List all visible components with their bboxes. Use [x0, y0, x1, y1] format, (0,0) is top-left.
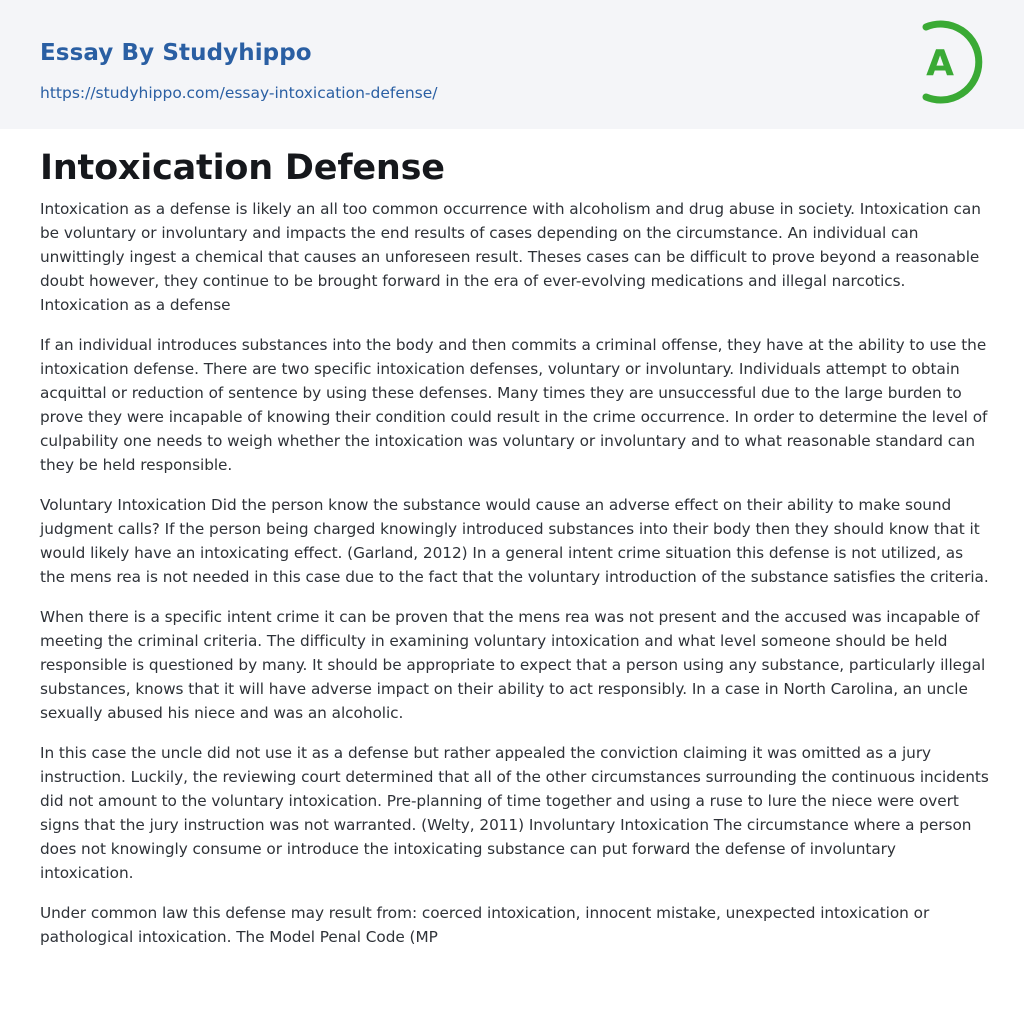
- page-header: [0, 0, 1024, 129]
- essay-paragraph-1: Intoxication as a defense is likely an all too common occurrence with alcoholism and drug abuse in society. Intoxication can be voluntary or involuntary and impacts the end results of cases depending on the circumstance. An individual can unwittingly ingest a chemical that causes an unforeseen result. Theses cases can be difficult to prove beyond a reasonable doubt however, they continue to be brought forward in the era of ever-evolving medications and illegal narcotics. Intoxication as a defense: [40, 200, 981, 314]
- studyhippo-logo-icon[interactable]: [906, 18, 990, 106]
- brand-title: Essay By Studyhippo: [40, 40, 312, 66]
- logo-letter: A: [926, 43, 954, 84]
- essay-paragraph-2: If an individual introduces substances into the body and then commits a criminal offense, they have at the ability to use the intoxication defense. There are two specific intoxication defenses, voluntary or involuntary. Individuals attempt to obtain acquittal or reduction of sentence by using these defenses. Many times they are unsuccessful due to the large burden to prove they were incapable of knowing their condition could result in the crime occurrence. In order to determine the level of culpability one needs to weigh whether the intoxication was voluntary or involuntary and to what reasonable standard can they be held responsible.: [40, 336, 988, 474]
- essay-paragraph-3: Voluntary Intoxication Did the person know the substance would cause an adverse effect on their ability to make sound judgment calls? If the person being charged knowingly introduced substances into their body then they should know that it would likely have an intoxicating effect. (Garland, 2012) In a general intent crime situation this defense is not utilized, as the mens rea is not needed in this case due to the fact that the voluntary introduction of the substance satisfies the criteria.: [40, 496, 989, 586]
- essay-paragraph-5: In this case the uncle did not use it as a defense but rather appealed the conviction claiming it was omitted as a jury instruction. Luckily, the reviewing court determined that all of the other circumstances surrounding the continuous incidents did not amount to the voluntary intoxication. Pre-planning of time together and using a ruse to lure the niece were overt signs that the jury instruction was not warranted. (Welty, 2011) Involuntary Intoxication The circumstance where a person does not knowingly consume or introduce the intoxicating substance can put forward the defense of involuntary intoxication.: [40, 744, 989, 882]
- essay-title: Intoxication Defense: [40, 148, 445, 188]
- essay-paragraph-4: When there is a specific intent crime it can be proven that the mens rea was not present and the accused was incapable of meeting the criminal criteria. The difficulty in examining voluntary intoxication and what level someone should be held responsible is questioned by many. It should be appropriate to expect that a person using any substance, particularly illegal substances, knows that it will have adverse impact on their ability to act responsibly. In a case in North Carolina, an uncle sexually abused his niece and was an alcoholic.: [40, 608, 986, 722]
- essay-paragraph-6: Under common law this defense may result from: coerced intoxication, innocent mistake, unexpected intoxication or pathological intoxication. The Model Penal Code (MP: [40, 904, 930, 946]
- source-url-link[interactable]: https://studyhippo.com/essay-intoxication-defense/: [40, 84, 438, 102]
- essay-content: [40, 144, 990, 965]
